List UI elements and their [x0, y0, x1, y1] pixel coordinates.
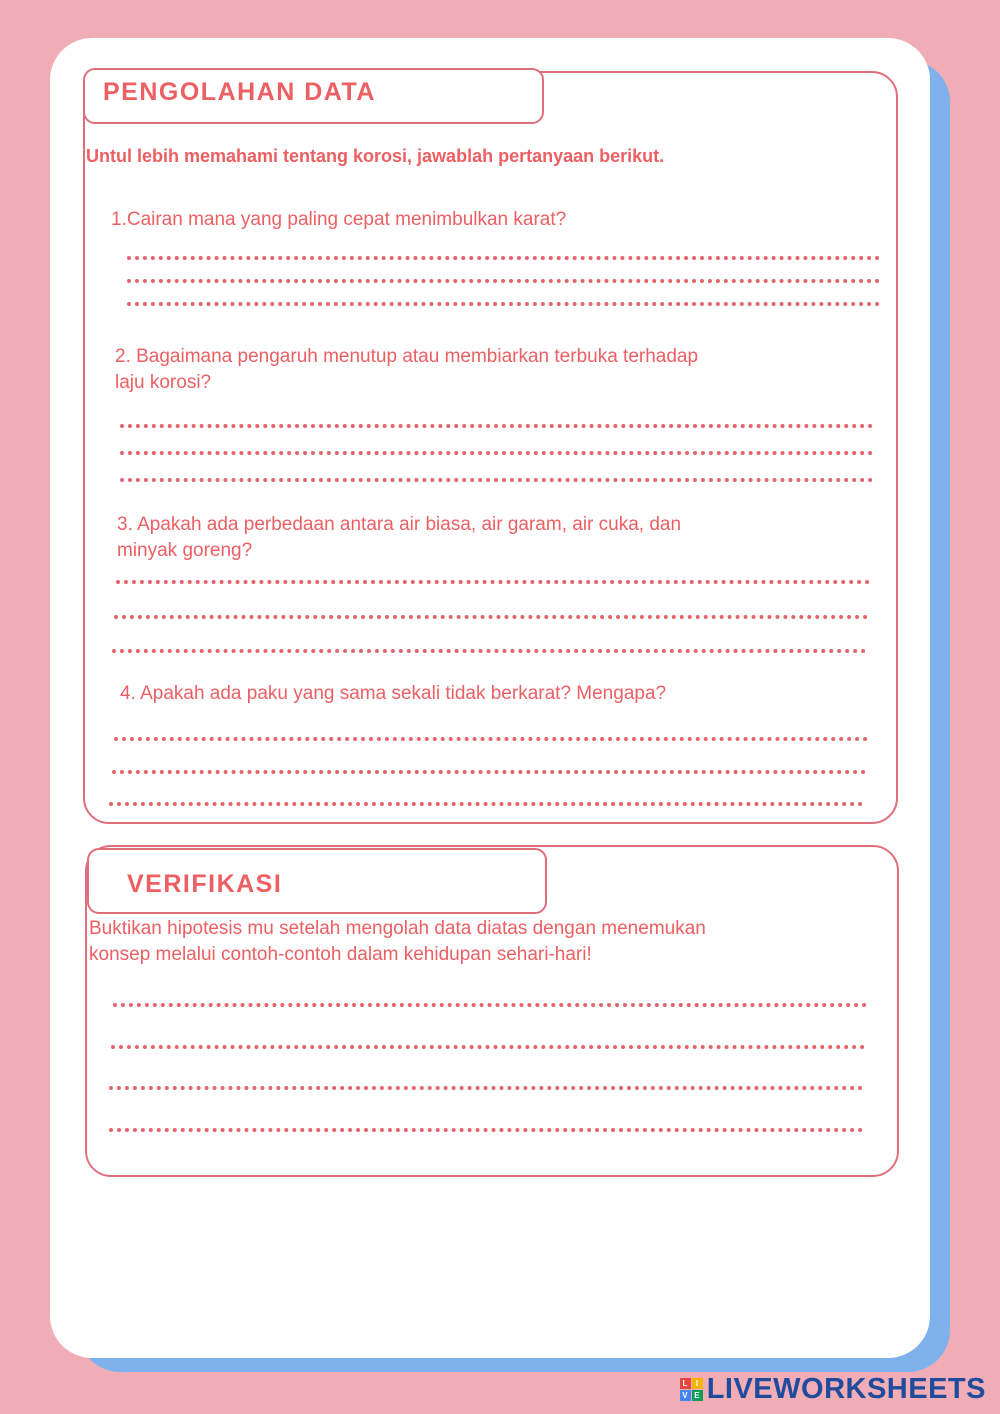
data-processing-intro: Untul lebih memahami tentang korosi, jawablah pertanyaan berikut.	[86, 146, 665, 166]
answer-line-4c[interactable]	[109, 802, 863, 806]
answer-line-2a[interactable]	[120, 424, 873, 428]
answer-line-4a[interactable]	[114, 737, 868, 741]
verification-line-b[interactable]	[111, 1045, 865, 1049]
verification-line-c[interactable]	[109, 1086, 863, 1090]
question-3: 3. Apakah ada perbedaan antara air biasa, air garam, air cuka, dan minyak goreng?	[117, 514, 682, 561]
data-processing-title-tab	[83, 68, 544, 124]
data-processing-section	[83, 71, 898, 824]
verification-title-tab	[87, 848, 547, 914]
answer-line-1a[interactable]	[127, 256, 880, 260]
question-2: 2. Bagaimana pengaruh menutup atau membiarkan terbuka terhadap laju korosi?	[115, 346, 699, 393]
answer-line-4b[interactable]	[112, 770, 866, 774]
answer-line-2b[interactable]	[120, 451, 873, 455]
verification-line-a[interactable]	[113, 1003, 867, 1007]
answer-line-3c[interactable]	[112, 649, 866, 653]
liveworksheets-logo	[680, 1373, 986, 1406]
brand-name: LIVEWORKSHEETS	[706, 1373, 986, 1405]
answer-line-1c[interactable]	[127, 302, 880, 306]
verification-title: VERIFIKASI	[127, 870, 283, 898]
answer-line-2c[interactable]	[120, 478, 873, 482]
verification-instruction: Buktikan hipotesis mu setelah mengolah data diatas dengan menemukan konsep melalui contoh-contoh dalam kehidupan sehari-hari!	[89, 918, 706, 965]
liveworksheets-logo-icon: L I V E	[680, 1378, 703, 1401]
verification-line-d[interactable]	[109, 1128, 863, 1132]
answer-line-3a[interactable]	[116, 580, 870, 584]
question-4: 4. Apakah ada paku yang sama sekali tidak berkarat? Mengapa?	[120, 683, 667, 704]
answer-line-3b[interactable]	[114, 615, 868, 619]
data-processing-title: PENGOLAHAN DATA	[103, 78, 376, 106]
question-1: 1.Cairan mana yang paling cepat menimbulkan karat?	[111, 209, 567, 230]
answer-line-1b[interactable]	[127, 279, 880, 283]
